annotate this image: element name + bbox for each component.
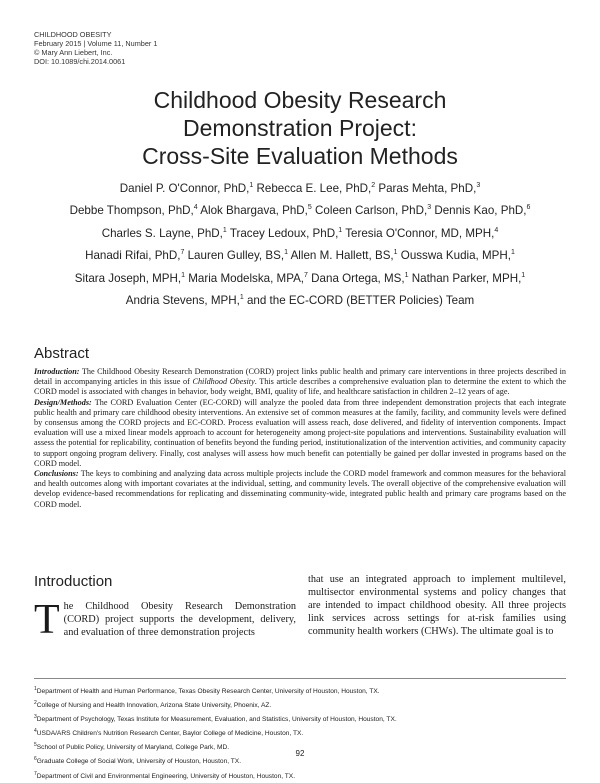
author: Alok Bhargava, PhD,$^5$	[200, 204, 312, 218]
introduction-left-column	[34, 597, 296, 643]
page-number: 92	[295, 749, 305, 758]
author: Charles S. Layne, PhD,$^1$	[101, 226, 227, 240]
journal-name: CHILDHOOD OBESITY	[34, 30, 112, 39]
author-list	[40, 176, 560, 311]
author: Coleen Carlson, PhD,$^3$	[315, 204, 432, 218]
journal-info	[34, 30, 157, 66]
affiliation: $^1$Department of Health and Human Performance, Texas Obesity Research Center, University of Houston, Houston, TX.	[34, 686, 380, 696]
author: Dana Ortega, MS,$^1$	[311, 271, 409, 285]
journal-doi[interactable]: DOI: 10.1089/chi.2014.0061	[34, 57, 126, 66]
abstract-heading: Abstract	[34, 345, 90, 362]
title-line: Childhood Obesity Research	[153, 87, 447, 113]
author: Nathan Parker, MPH,$^1$	[411, 271, 526, 285]
author: Rebecca E. Lee, PhD,$^2$	[256, 181, 376, 195]
abstract-label: Introduction:	[34, 367, 80, 376]
title-line: Demonstration Project:	[183, 115, 417, 141]
author: and the EC-CORD (BETTER Policies) Team	[246, 294, 475, 308]
introduction-heading: Introduction	[34, 573, 113, 590]
author: Teresia O'Connor, MD, MPH,$^4$	[345, 226, 499, 240]
journal-issue: February 2015 | Volume 11, Number 1	[34, 39, 158, 48]
introduction-text: he Childhood Obesity Research Demonstration (CORD) project supports the development, delivery, and evaluation of three demonstration projects	[63, 601, 296, 638]
abstract-methods: Design/Methods: The CORD Evaluation Center (EC-CORD) will analyze the pooled data from three independent demonstration projects that each integrate public health and primary care childhood obesity interventions. An extensive set of common measures at the family, facility, and community levels were defined by consensus among the CORD projects and EC-CORD. Process evaluation will assess reach, dose delivered, and fidelity of intervention components. Impact evaluation will use a mixed linear models approach to account for heterogeneity among project-site populations and interventions. Sustainability evaluation will assess the potential for replicability, continuation of benefits beyond the funding period, institutionalization of the intervention activities, and community capacity to support ongoing program delivery. Finally, cost analyses will assess how much benefit can potentially be gained per dollar invested in programs based on the CORD model.	[34, 397, 566, 468]
author-line	[40, 266, 560, 288]
affiliation: $^3$Department of Psychology, Texas Institute for Measurement, Evaluation, and Statistics, University of Houston, Houston, TX.	[34, 714, 397, 724]
author: Andria Stevens, MPH,$^1$	[125, 294, 244, 308]
author: Ousswa Kudia, MPH,$^1$	[400, 249, 515, 263]
author-line	[40, 221, 560, 243]
affiliation: $^2$College of Nursing and Health Innovation, Arizona State University, Phoenix, AZ.	[34, 700, 272, 710]
article-title	[0, 86, 600, 170]
author: Debbe Thompson, PhD,$^4$	[69, 204, 198, 218]
author-line	[40, 176, 560, 198]
abstract-label: Design/Methods:	[34, 397, 92, 407]
affiliation: $^7$Department of Civil and Environmental Engineering, University of Houston, Houston, TX.	[34, 770, 296, 780]
title-line: Cross-Site Evaluation Methods	[142, 143, 458, 169]
author: Daniel P. O'Connor, PhD,$^1$	[119, 181, 254, 195]
affiliation: $^4$USDA/ARS Children's Nutrition Research Center, Baylor College of Medicine, Houston, TX.	[34, 728, 304, 738]
author: Dennis Kao, PhD,$^6$	[434, 204, 531, 218]
author-line	[40, 198, 560, 220]
author-line	[40, 288, 560, 310]
affiliations	[34, 684, 397, 783]
drop-cap: T	[34, 597, 60, 643]
author: Sitara Joseph, MPH,$^1$	[74, 271, 186, 285]
author: Maria Modelska, MPA,$^7$	[188, 271, 308, 285]
abstract-conclusions: Conclusions: The keys to combining and analyzing data across multiple projects include the CORD model framework and common measures for the behavioral and health outcomes along with important covariates at the individual, setting, and community levels. The overall objective of the comprehensive evaluation will develop evidence-based recommendations for replicating and disseminating community-wide, integrated public health and primary care programs based on the CORD model.	[34, 469, 566, 509]
author: Lauren Gulley, BS,$^1$	[187, 249, 288, 263]
footnote-divider	[34, 678, 566, 679]
affiliation: $^5$School of Public Policy, University of Maryland, College Park, MD.	[34, 742, 230, 752]
abstract-label: Conclusions:	[34, 469, 79, 479]
abstract-body	[34, 367, 566, 510]
journal-copyright: © Mary Ann Liebert, Inc.	[34, 48, 113, 57]
author-line	[40, 243, 560, 265]
author: Allen M. Hallett, BS,$^1$	[290, 249, 398, 263]
abstract-introduction: Introduction: The Childhood Obesity Research Demonstration (CORD) project links public health and primary care interventions in three projects described in detail in accompanying articles in this issue of Childhood Obesity. This article describes a comprehensive evaluation plan to determine the extent to which the CORD model is associated with changes in behavior, body weight, BMI, quality of life, and healthcare satisfaction in children 2–12 years of age.	[34, 367, 566, 397]
author: Hanadi Rifai, PhD,$^7$	[85, 249, 185, 263]
introduction-right-column: that use an integrated approach to implement multilevel, multisector environmental systems and policy changes that are intended to impact childhood obesity. All three projects link services across settings for at-risk families using community health workers (CHWs). The ultimate goal is to	[308, 574, 566, 637]
author: Tracey Ledoux, PhD,$^1$	[229, 226, 343, 240]
author: Paras Mehta, PhD,$^3$	[378, 181, 481, 195]
affiliation: $^6$Graduate College of Social Work, University of Houston, Houston, TX.	[34, 756, 242, 766]
